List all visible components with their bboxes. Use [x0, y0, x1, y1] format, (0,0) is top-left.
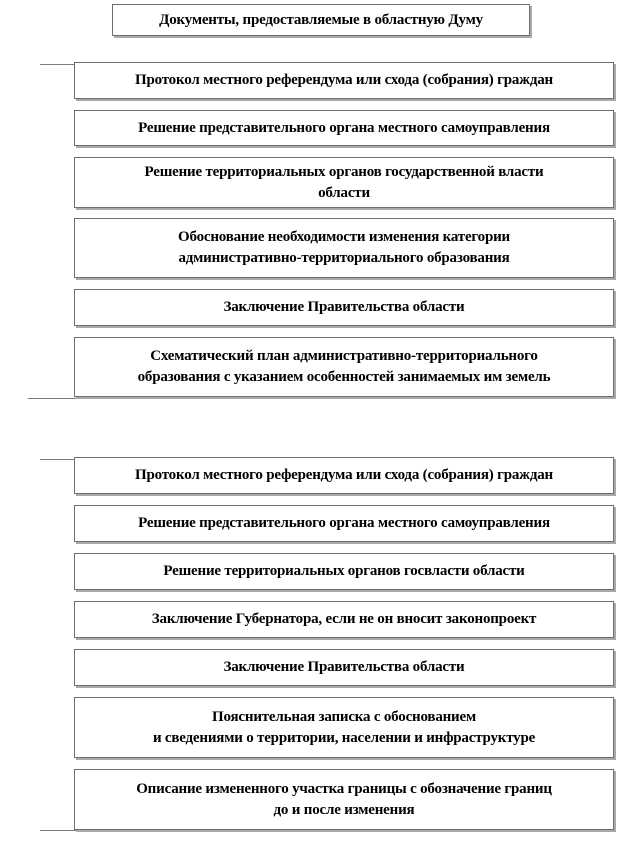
diagram-title-text: Документы, предоставляемые в областную Думу	[159, 11, 483, 28]
group1-doc-territorial-authority-decision	[74, 157, 614, 208]
group2-doc-label: Протокол местного референдума или схода (собрания) граждан	[135, 467, 553, 483]
group2-doc-government-conclusion	[74, 649, 614, 686]
group1-doc-local-council-decision	[74, 110, 614, 146]
group1-bottom-line	[28, 398, 616, 399]
group1-top-line	[40, 64, 74, 65]
diagram-title	[112, 4, 530, 36]
group1-doc-label: Заключение Правительства области	[223, 299, 465, 315]
group2-doc-label: Заключение Правительства области	[223, 659, 465, 675]
group2-doc-boundary-description	[74, 769, 614, 830]
group2-doc-label: Описание измененного участка границы с обозначение границ до и после изменения	[136, 780, 552, 818]
group1-doc-government-conclusion	[74, 289, 614, 326]
group1-doc-label: Решение территориальных органов государственной власти области	[144, 163, 544, 201]
group2-doc-local-council-decision	[74, 505, 614, 542]
group2-doc-label: Заключение Губернатора, если не он вносит законопроект	[151, 611, 537, 627]
group1-doc-schematic-plan	[74, 337, 614, 397]
group1-doc-label: Схематический план административно-территориального образования с указанием особенностей занимаемых им земель	[137, 348, 551, 385]
group2-bottom-line	[40, 830, 616, 831]
group2-top-line	[40, 459, 74, 460]
group1-doc-referendum-protocol	[74, 62, 614, 99]
group2-doc-label: Решение территориальных органов госвласти области	[163, 563, 525, 579]
group1-doc-label: Решение представительного органа местного самоуправления	[138, 119, 550, 136]
group2-doc-governor-conclusion	[74, 601, 614, 638]
group1-doc-label: Обоснование необходимости изменения категории административно-территориального образования	[178, 229, 510, 266]
group2-doc-explanatory-note	[74, 697, 614, 758]
group2-doc-referendum-protocol	[74, 457, 614, 494]
group2-doc-label: Пояснительная записка с обоснованием и сведениями о территории, населении и инфраструктуре	[152, 708, 536, 746]
group2-doc-territorial-authority-decision	[74, 553, 614, 590]
group2-doc-label: Решение представительного органа местного самоуправления	[138, 515, 550, 531]
group1-doc-category-change-justification	[74, 218, 614, 278]
group1-doc-label: Протокол местного референдума или схода (собрания) граждан	[135, 72, 553, 88]
